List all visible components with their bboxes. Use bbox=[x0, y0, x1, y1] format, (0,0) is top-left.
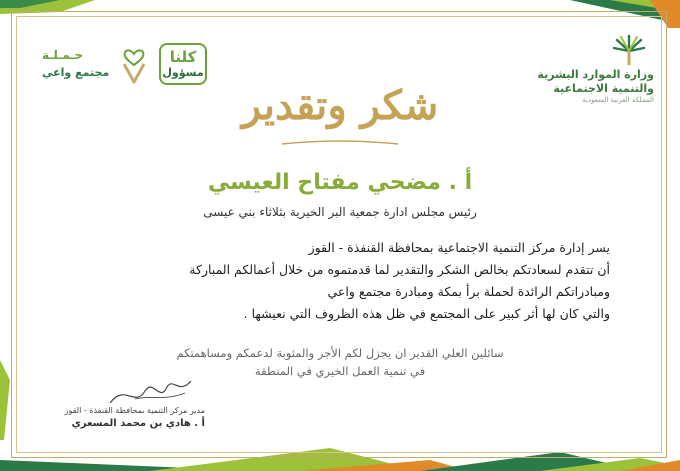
badge-line1: كلنا bbox=[169, 48, 197, 66]
body-line-1: يسر إدارة مركز التنمية الاجتماعية بمحافظة القنفذة - القوز bbox=[308, 240, 610, 255]
signature-block bbox=[45, 373, 205, 433]
campaign-line2: مجتمع واعي bbox=[42, 66, 110, 79]
ministry-name-line2: والتنمية الاجتماعية bbox=[553, 82, 654, 95]
recipient-role: رئيس مجلس ادارة جمعية البر الخيرية بثلاثاء بني عيسى bbox=[203, 205, 477, 219]
body-line-2: أن تتقدم لسعادتكم بخالص الشكر والتقدير لما قدمتموه من خلال أعمالكم المباركة bbox=[189, 262, 610, 277]
signature-name: أ . هادي بن محمد المسعري bbox=[71, 418, 205, 429]
ministry-name-line1: وزارة الموارد البشرية bbox=[537, 68, 654, 81]
badge-line2: مسؤول bbox=[162, 66, 204, 79]
kulluna-masool-badge bbox=[159, 43, 207, 85]
certificate-title: شكر وتقدير bbox=[241, 82, 439, 129]
campaign-line1: حـمـلـة bbox=[42, 48, 84, 62]
closing-line-2: في تنمية العمل الخيري في المنطقة bbox=[254, 364, 426, 378]
body-line-3: ومبادراتكم الرائدة لحملة برأ بمكة ومبادرة مجتمع واعي bbox=[327, 284, 610, 299]
body-line-4: والتي كان لها أثر كبير على المجتمع في ظل هذه الظروف التي نعيشها . bbox=[243, 306, 610, 321]
campaign-logo bbox=[42, 44, 152, 86]
closing-line-1: سائلين العلي القدير ان يجزل لكم الأجر والمثوبة لدعمكم ومساهمتكم bbox=[176, 346, 504, 360]
palm-emblem-icon bbox=[612, 34, 646, 68]
ministry-country: المملكة العربية السعودية bbox=[582, 96, 654, 104]
title-flourish bbox=[280, 140, 400, 148]
ministry-logo bbox=[528, 38, 668, 104]
recipient-name: أ . مضحي مفتاح العيسي bbox=[207, 170, 473, 195]
signature-title: مدير مركز التنمية بمحافظة القنفذة - القوز bbox=[64, 406, 205, 415]
heart-shield-icon bbox=[120, 46, 148, 84]
